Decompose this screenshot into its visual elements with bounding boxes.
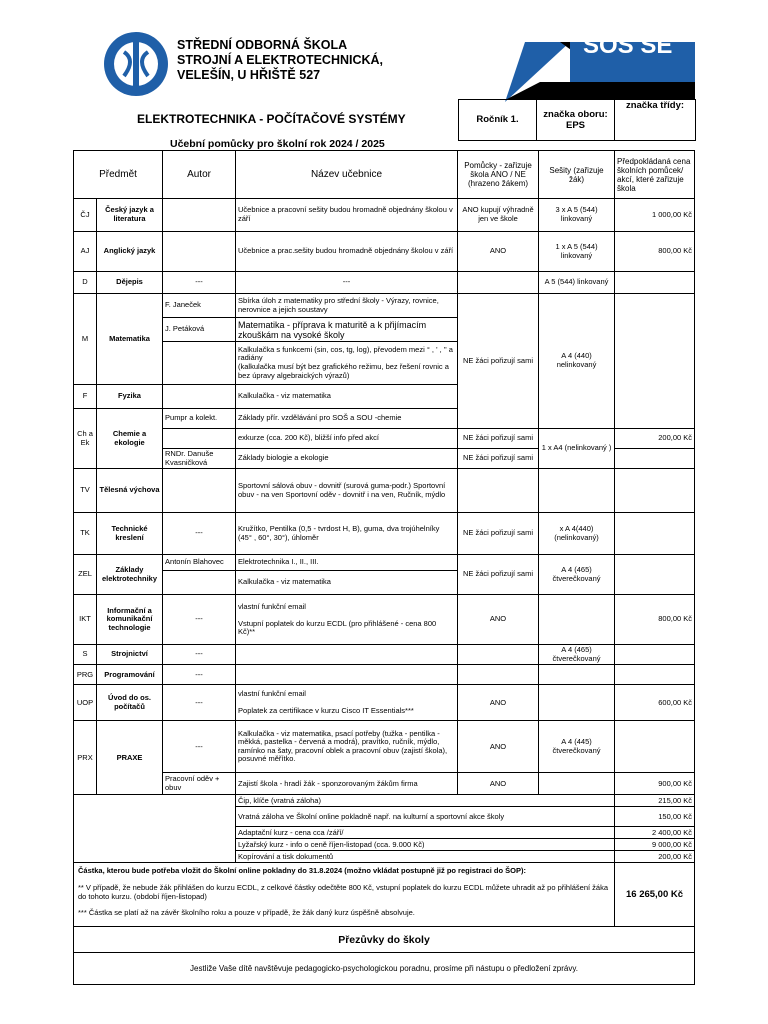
- table-row: ČJ Český jazyk a literatura Učebnice a pracovní sešity budou hromadně objednány školou v září ANO kupují výhradně jen ve škole 3 x A 5 (544) linkovaný 1 000,00 Kč: [74, 199, 695, 232]
- table-row: Lyžařský kurz - info o ceně říjen-listopad (cca. 9.000 Kč) 9 000,00 Kč: [74, 839, 695, 851]
- table-row: PRX PRAXE --- Kalkulačka - viz matematika, psací potřeby (tužka - pentilka - měkká, pastelka - červená a modrá), pravítko, ručník, mýdlo, ramínko na šaty, pracovní oblek a pracovní obuv (zajistí škola), posuvné měřítko. ANO A 4 (445) čtverečkovaný: [74, 721, 695, 773]
- table-row: IKT Informační a komunikační technologie --- vlastní funkční email Vstupní poplatek do kurzu ECDL (pro přihlášené - cena 800 Kč)** ANO 800,00 Kč: [74, 595, 695, 645]
- table-row: TK Technické kreslení --- Kružítko, Pentilka (0,5 - tvrdost H, B), guma, dva trojúhelníky (45° , 60°, 30°), úhloměr NE žáci pořizují sami x A 4(440) (nelinkovaný): [74, 513, 695, 555]
- prezuvky: Přezůvky do školy: [74, 927, 695, 953]
- table-row: Vratná záloha ve Školní online pokladně např. na kulturní a sportovní akce školy 150,00 Kč: [74, 807, 695, 827]
- table-row: Kalkulačka s funkcemi (sin, cos, tg, log), převodem mezi ° , ' , '' a radiány (kalkulačka musí být bez grafického režimu, bez řešení rovnic a bez úpravy algebraických výrazů): [74, 342, 695, 385]
- note-ecdl: ** V případě, že nebude žák přihlášen do kurzu ECDL, z celkové částky odečtěte 800 Kč, vstupní poplatek do kurzu ECDL můžete uhradit až po přihlášení žáka do tohoto kurzu. (období říjen-listopad): [78, 882, 609, 901]
- table-row: Pracovní oděv + obuv Zajistí škola - hradí žák - sponzorovaným žákům firma ANO 900,00 Kč: [74, 773, 695, 795]
- table-row: AJ Anglický jazyk Učebnice a prac.sešity budou hromadně objednány školou v září ANO 1 x A 5 (544) linkovaný 800,00 Kč: [74, 232, 695, 272]
- table-header-row: [74, 151, 695, 199]
- table-row: S Strojnictví --- A 4 (465) čtverečkovaný: [74, 645, 695, 665]
- table-row: RNDr. Danuše Kvasničková Základy biologie a ekologie NE žáci pořizují sami: [74, 449, 695, 469]
- psych-note: Jestliže Vaše dítě navštěvuje pedagogicko-psychologickou poradnu, prosíme při nástupu o předložení zprávy.: [74, 953, 695, 985]
- psych-row: [74, 953, 695, 985]
- table-row: PRG Programování ---: [74, 665, 695, 685]
- note-cisco: *** Částka se platí až na závěr školního roku a pouze v případě, že žák daný kurz úspěšně absolvuje.: [78, 908, 415, 918]
- table-row: Kopírování a tisk dokumentů 200,00 Kč: [74, 851, 695, 863]
- table-row: UOP Úvod do os. počítačů --- vlastní funkční email Poplatek za certifikace v kurzu Cisco IT Essentials*** ANO 600,00 Kč: [74, 685, 695, 721]
- header-title: Název učebnice: [236, 151, 458, 199]
- header-subject: Předmět: [74, 151, 163, 199]
- table-row: M Matematika F. Janeček Sbírka úloh z matematiky pro střední školy - Výrazy, rovnice, nerovnice a jejich soustavy NE žáci pořizují sami A 4 (440) nelinkovaný: [74, 294, 695, 318]
- grade: Ročník 1.: [459, 100, 537, 140]
- table-row: D Dějepis --- --- A 5 (544) linkovaný: [74, 272, 695, 294]
- header-supplies: Pomůcky - zařizuje škola ANO / NE (hrazeno žákem): [458, 151, 539, 199]
- total-value: 16 265,00 Kč: [615, 863, 695, 927]
- class-info-box: [458, 99, 696, 141]
- document-subtitle: Učební pomůcky pro školní rok 2024 / 2025: [170, 138, 385, 150]
- field-code: značka oboru: EPS: [537, 100, 615, 140]
- brand-text: SOŠ SE: [583, 32, 673, 59]
- table-row: Čip, klíče (vratná záloha) 215,00 Kč: [74, 795, 695, 807]
- table-row: Adaptační kurz - cena cca /září/ 2 400,00 Kč: [74, 827, 695, 839]
- document-title: ELEKTROTECHNIKA - POČÍTAČOVÉ SYSTÉMY: [137, 112, 406, 126]
- table-row: J. Petáková Matematika - příprava k maturitě a k přijímacím zkouškám na vysoké školy: [74, 318, 695, 342]
- header-price: Předpokládaná cena školních pomůcek/ akcí, které zařizuje škola: [615, 151, 695, 199]
- school-logo: [102, 30, 170, 98]
- header-notebooks: Sešity (zařizuje žák): [539, 151, 615, 199]
- supplies-table: [73, 150, 695, 985]
- table-row: Ch a Ek Chemie a ekologie Pumpr a kolekt. Základy přír. vzdělávání pro SOŠ a SOU -chemie: [74, 409, 695, 429]
- table-row: ZEL Základy elektrotechniky Antonín Blahovec Elektrotechnika I., II., III. NE žáci pořizují sami A 4 (465) čtverečkovaný: [74, 555, 695, 571]
- school-name: STŘEDNÍ ODBORNÁ ŠKOLA STROJNÍ A ELEKTROTECHNICKÁ, VELEŠÍN, U HŘIŠTĚ 527: [177, 38, 384, 82]
- table-row: Kalkulačka - viz matematika: [74, 571, 695, 595]
- class-code-label: značka třídy:: [625, 100, 685, 111]
- total-label: Částka, kterou bude potřeba vložit do Školní online pokladny do 31.8.2024 (možno vkládat postupně již po registraci do ŠOP):: [78, 866, 526, 876]
- table-row: TV Tělesná výchova Sportovní sálová obuv - dovnitř (surová guma-podr.) Sportovní obuv - na ven Sportovní oděv - dovnitř i na ven, Ručník, mýdlo: [74, 469, 695, 513]
- table-row: exkurze (cca. 200 Kč), bližší info před akcí NE žáci pořizují sami 1 x A4 (nelinkovaný ) 200,00 Kč: [74, 429, 695, 449]
- prezuvky-row: [74, 927, 695, 953]
- total-row: [74, 863, 695, 927]
- header-author: Autor: [163, 151, 236, 199]
- table-row: F Fyzika Kalkulačka - viz matematika: [74, 385, 695, 409]
